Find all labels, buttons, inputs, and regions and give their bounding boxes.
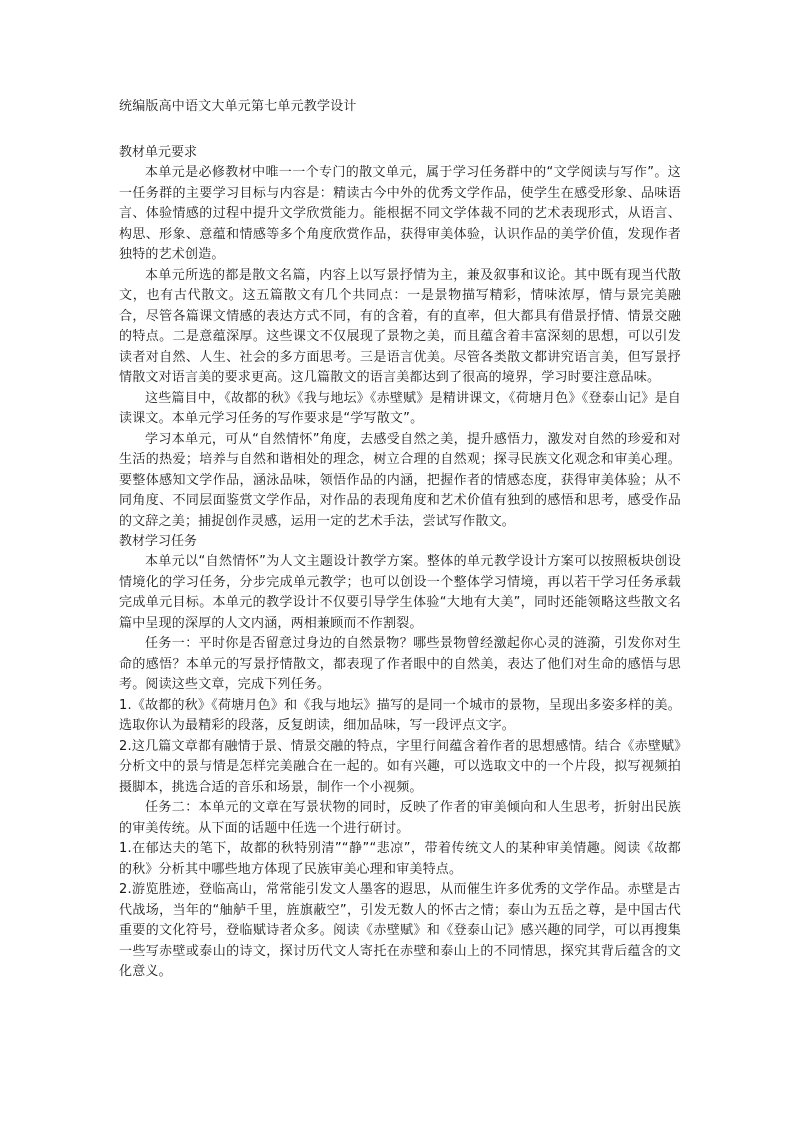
section-heading: 教材单元要求 [119,145,198,160]
document-page [119,97,681,983]
section-learning-tasks [119,532,681,983]
section-textbook-requirements [119,143,681,532]
paragraph: 本单元是必修教材中唯一一个专门的散文单元，属于学习任务群中的“文学阅读与写作”。这一任务群的主要学习目标与内容是：精读古今中外的优秀文学作品，使学生在感受形象、品味语言、体验情感的过程中提升文学欣赏能力。能根据不同文学体裁不同的艺术表现形式，从语言、构思、形象、意蕴和情感等多个角度欣赏作品，获得审美体验，认识作品的美学价值，发现作者独特的艺术创造。 [119,165,681,262]
task-two-item: 2.游览胜迹，登临高山，常常能引发文人墨客的遐思，从而催生许多优秀的文学作品。赤壁是古代战场，当年的“舳舻千里，旌旗蔽空”，引发无数人的怀古之情；泰山为五岳之尊，是中国古代重要的文化符号，登临赋诗者众多。阅读《赤壁赋》和《登泰山记》感兴趣的同学，可以再搜集一些写赤壁或泰山的诗文，探讨历代文人寄托在赤壁和泰山上的不同情思，探究其背后蕴含的文化意义。 [119,882,681,979]
document-title: 统编版高中语文大单元第七单元教学设计 [119,99,357,114]
task-one-item: 1.《故都的秋》《荷塘月色》和《我与地坛》描写的是同一个城市的景物，呈现出多姿多样的美。选取你认为最精彩的段落，反复朗读，细加品味，写一段评点文字。 [119,697,681,733]
task-one: 任务一：平时你是否留意过身边的自然景物？哪些景物曾经激起你心灵的涟漪，引发你对生命的感悟？本单元的写景抒情散文，都表现了作者眼中的自然美，表达了他们对生命的感悟与思考。阅读这些文章，完成下列任务。 [119,636,681,692]
task-two-item: 1.在郁达夫的笔下，故都的秋特别清”“静”“悲凉”，带着传统文人的某种审美情趣。阅读《故都的秋》分析其中哪些地方体现了民族审美心理和审美特点。 [119,841,681,877]
task-two: 任务二：本单元的文章在写景状物的同时，反映了作者的审美倾向和人生思考，折射出民族的审美传统。从下面的话题中任选一个进行研讨。 [119,800,681,836]
paragraph: 本单元以“自然情怀”为人文主题设计教学方案。整体的单元教学设计方案可以按照板块创设情境化的学习任务，分步完成单元教学；也可以创设一个整体学习情境，再以若干学习任务承载完成单元目标。本单元的教学设计不仅要引导学生体验“大地有大美”，同时还能领略这些散文名篇中呈现的深厚的人文内涵，两相兼顾而不作割裂。 [119,554,681,631]
paragraph: 这些篇目中，《故都的秋》《我与地坛》《赤壁赋》是精讲课文，《荷塘月色》《登泰山记》是自读课文。本单元学习任务的写作要求是“学写散文”。 [119,390,681,426]
section-heading: 教材学习任务 [119,534,198,549]
paragraph: 学习本单元，可从“自然情怀”角度，去感受自然之美，提升感悟力，激发对自然的珍爱和对生活的热爱；培养与自然和谐相处的理念，树立合理的自然观；探寻民族文化观念和审美心理。要整体感知文学作品，涵泳品味，领悟作品的内涵，把握作者的情感态度，获得审美体验；从不同角度、不同层面鉴赏文学作品，对作品的表现角度和艺术价值有独到的感悟和思考，感受作品的文辞之美；捕捉创作灵感，运用一定的艺术手法，尝试写作散文。 [119,431,681,529]
paragraph: 本单元所选的都是散文名篇，内容上以写景抒情为主，兼及叙事和议论。其中既有现当代散文，也有古代散文。这五篇散文有几个共同点：一是景物描写精彩，情味浓厚，情与景完美融合，尽管各篇课文情感的表达方式不同，有的含着，有的直率，但大都具有借景抒情、情景交融的特点。二是意蕴深厚。这些课文不仅展现了景物之美，而且蕴含着丰富深刻的思想，可以引发读者对自然、人生、社会的多方面思考。三是语言优美。尽管各类散文都讲究语言美，但写景抒情散文对语言美的要求更高。这几篇散文的语言美都达到了很高的境界，学习时要注意品味。 [119,267,681,385]
task-one-item: 2.这几篇文章都有融情于景、情景交融的特点，字里行间蕴含着作者的思想感情。结合《赤壁赋》分析文中的景与情是怎样完美融合在一起的。如有兴趣，可以选取文中的一个片段，拟写视频拍摄脚本，挑选合适的音乐和场景，制作一个小视频。 [119,738,681,795]
